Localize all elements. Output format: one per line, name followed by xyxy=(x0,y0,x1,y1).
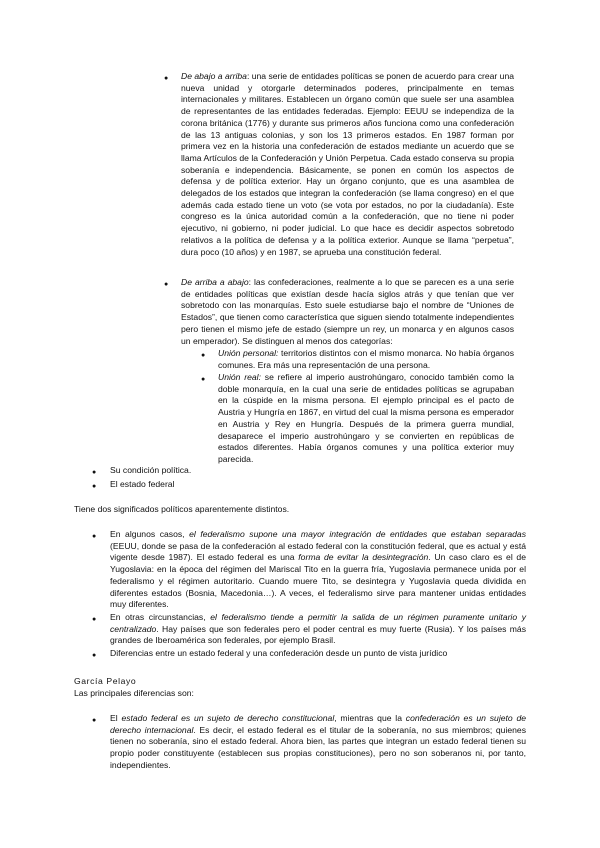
item-text: : las confederaciones, realmente a lo que se parecen es a una serie de entidades políticas que existían desde hacía siglos atrás y que tenían que ver sobretodo con las monarquías. Esto suele estudiarse bajo el nombre de “Uniones de Estados”, que tienen como característica que siguen siendo totalmente independientes pero tienen el mismo jefe de estado (siempre un rey, un monarca y en algunos casos un emperador). Se distinguen al menos dos categorías: xyxy=(181,277,514,346)
subitem-lead: Unión personal: xyxy=(218,348,279,358)
meaning-integracion: En algunos casos, el federalismo supone una mayor integración de entidades que estaban separadas (EEUU, donde se pasa de la confederación al estado federal con la constitución federal, que es actual y está vigente desde 1987). El estado federal es una forma de evitar la desintegración. Un caso claro es el de Yugoslavia: en la época del régimen del Mariscal Tito en la guerra fría, Yugoslavia permanece unida por el federalismo y el régimen autoritario. Cuando muere Tito, se desintegra y Yugoslavia queda dividida en diferentes estados (Bosnia, Macedonia…). A veces, el federalismo sirve para mantener unidas entidades muy diferentes. xyxy=(110,529,526,610)
subitem-text: se refiere al imperio austrohúngaro, conocido también como la doble monarquía, en la cual una serie de entidades políticas se agrupaban en la cúspide en la misma persona. El ejemplo principal es el pacto de Austria y Hungría en 1867, en virtud del cual la misma persona es emperador en Austria y Rey en Hungría. Después de la primera guerra mundial, desaparece el imperio austrohúngaro y se convierten en repúblicas de estados diferentes. Había órganos comunes y una política exterior muy parecida. xyxy=(218,372,515,464)
meanings-intro: Tiene dos significados políticos aparentemente distintos. xyxy=(74,504,290,514)
item-lead: De abajo a arriba xyxy=(181,71,247,81)
bullet-icon: ● xyxy=(92,469,97,476)
diff-item-sujeto-derecho: El estado federal es un sujeto de derecho constitucional, mientras que la confederación es un sujeto de derecho internacional. Es decir, el estado federal es el titular de la soberanía, no sus miembros; quienes tienen no soberanía, sino el estado federal. Ahora bien, las partes que integran un estado federal tienen su propio poder constituyente (establecen sus propias constituciones), pero no son soberanos ni, por tanto, independientes. xyxy=(110,713,527,770)
subitem-union-personal xyxy=(218,348,514,371)
bullet-icon: ● xyxy=(92,652,97,659)
diff-intro: Las principales diferencias son: xyxy=(74,688,194,698)
subitem-text: territorios distintos con el mismo monarca. No había órganos comunes. Era más una representación de una persona. xyxy=(218,348,514,370)
bullet-icon: ● xyxy=(164,281,169,288)
subitem-lead: Unión real: xyxy=(218,372,261,382)
list-item-estado-federal: El estado federal xyxy=(110,479,175,489)
emphasis: forma de evitar la desintegración xyxy=(298,552,429,563)
bullet-icon: ● xyxy=(92,616,97,623)
emphasis: estado federal es un sujeto de derecho constitucional xyxy=(121,713,335,723)
bullet-icon: ● xyxy=(92,717,97,724)
bullet-icon: ● xyxy=(201,352,206,359)
emphasis: confederación es un sujeto de derecho internacional xyxy=(110,713,527,735)
item-text: : una serie de entidades políticas se ponen de acuerdo para crear una nueva unidad y otorgarle determinados poderes, principalmente en temas internacionales y militares. Establecen un órgano común que suele ser una asamblea de representantes de las entidades federadas. Ejemplo: EEUU se independiza de la corona británica (1776) y durante sus primeros años funciona como una confederación de las 13 antiguas colonias, y son los 13 primeros estados. En 1987 forman por primera vez en la historia una confederación de estados mediante un acuerdo que se llama Artículos de la Confederación y Unión Perpetua. Cada estado conserva su propia soberanía e independencia. Básicamente, se ponen en común los aspectos de defensa y de política exterior. Hay un órgano conjunto, que es una asamblea de delegados de los estados que integran la confederación (se llama congreso) en el que además cada estado tiene un voto (se vota por estados, no por la ciudadanía). Este congreso es la única autoridad común a la confederación, que no tiene ni poder ejecutivo, ni gobierno, ni poder judicial. Lo que hace es decidir aspectos sobretodo relativos a la política de defensa y a la política exterior. Aunque se llama “perpetua”, dura poco (10 años) y en 1987, se aprueba una constitución federal. xyxy=(181,71,515,257)
bullet-icon: ● xyxy=(164,75,169,82)
list-item-condicion-politica: Su condición política. xyxy=(110,465,192,475)
bullet-icon: ● xyxy=(92,483,97,490)
meaning-diferencias: Diferencias entre un estado federal y una confederación desde un punto de vista jurídico xyxy=(110,648,448,658)
item-de-arriba-a-abajo xyxy=(181,277,514,347)
emphasis: el federalismo tiende a permitir la salida de un régimen puramente unitario y centralizado xyxy=(110,612,526,634)
meaning-salida-unitario: En otras circunstancias, el federalismo tiende a permitir la salida de un régimen puramente unitario y centralizado. Hay países que son federales pero el poder central es muy fuerte (Rusia). Y los países más grandes de Iberoamérica son federales, por ejemplo Brasil. xyxy=(110,612,526,646)
bullet-icon: ● xyxy=(92,533,97,540)
author-heading: García Pelayo xyxy=(74,676,137,686)
subitem-union-real xyxy=(218,372,514,466)
emphasis: el federalismo supone una mayor integración de entidades que estaban separadas xyxy=(189,529,526,539)
bullet-icon: ● xyxy=(201,376,206,383)
item-lead: De arriba a abajo xyxy=(181,277,249,287)
item-de-abajo-a-arriba xyxy=(181,71,514,258)
